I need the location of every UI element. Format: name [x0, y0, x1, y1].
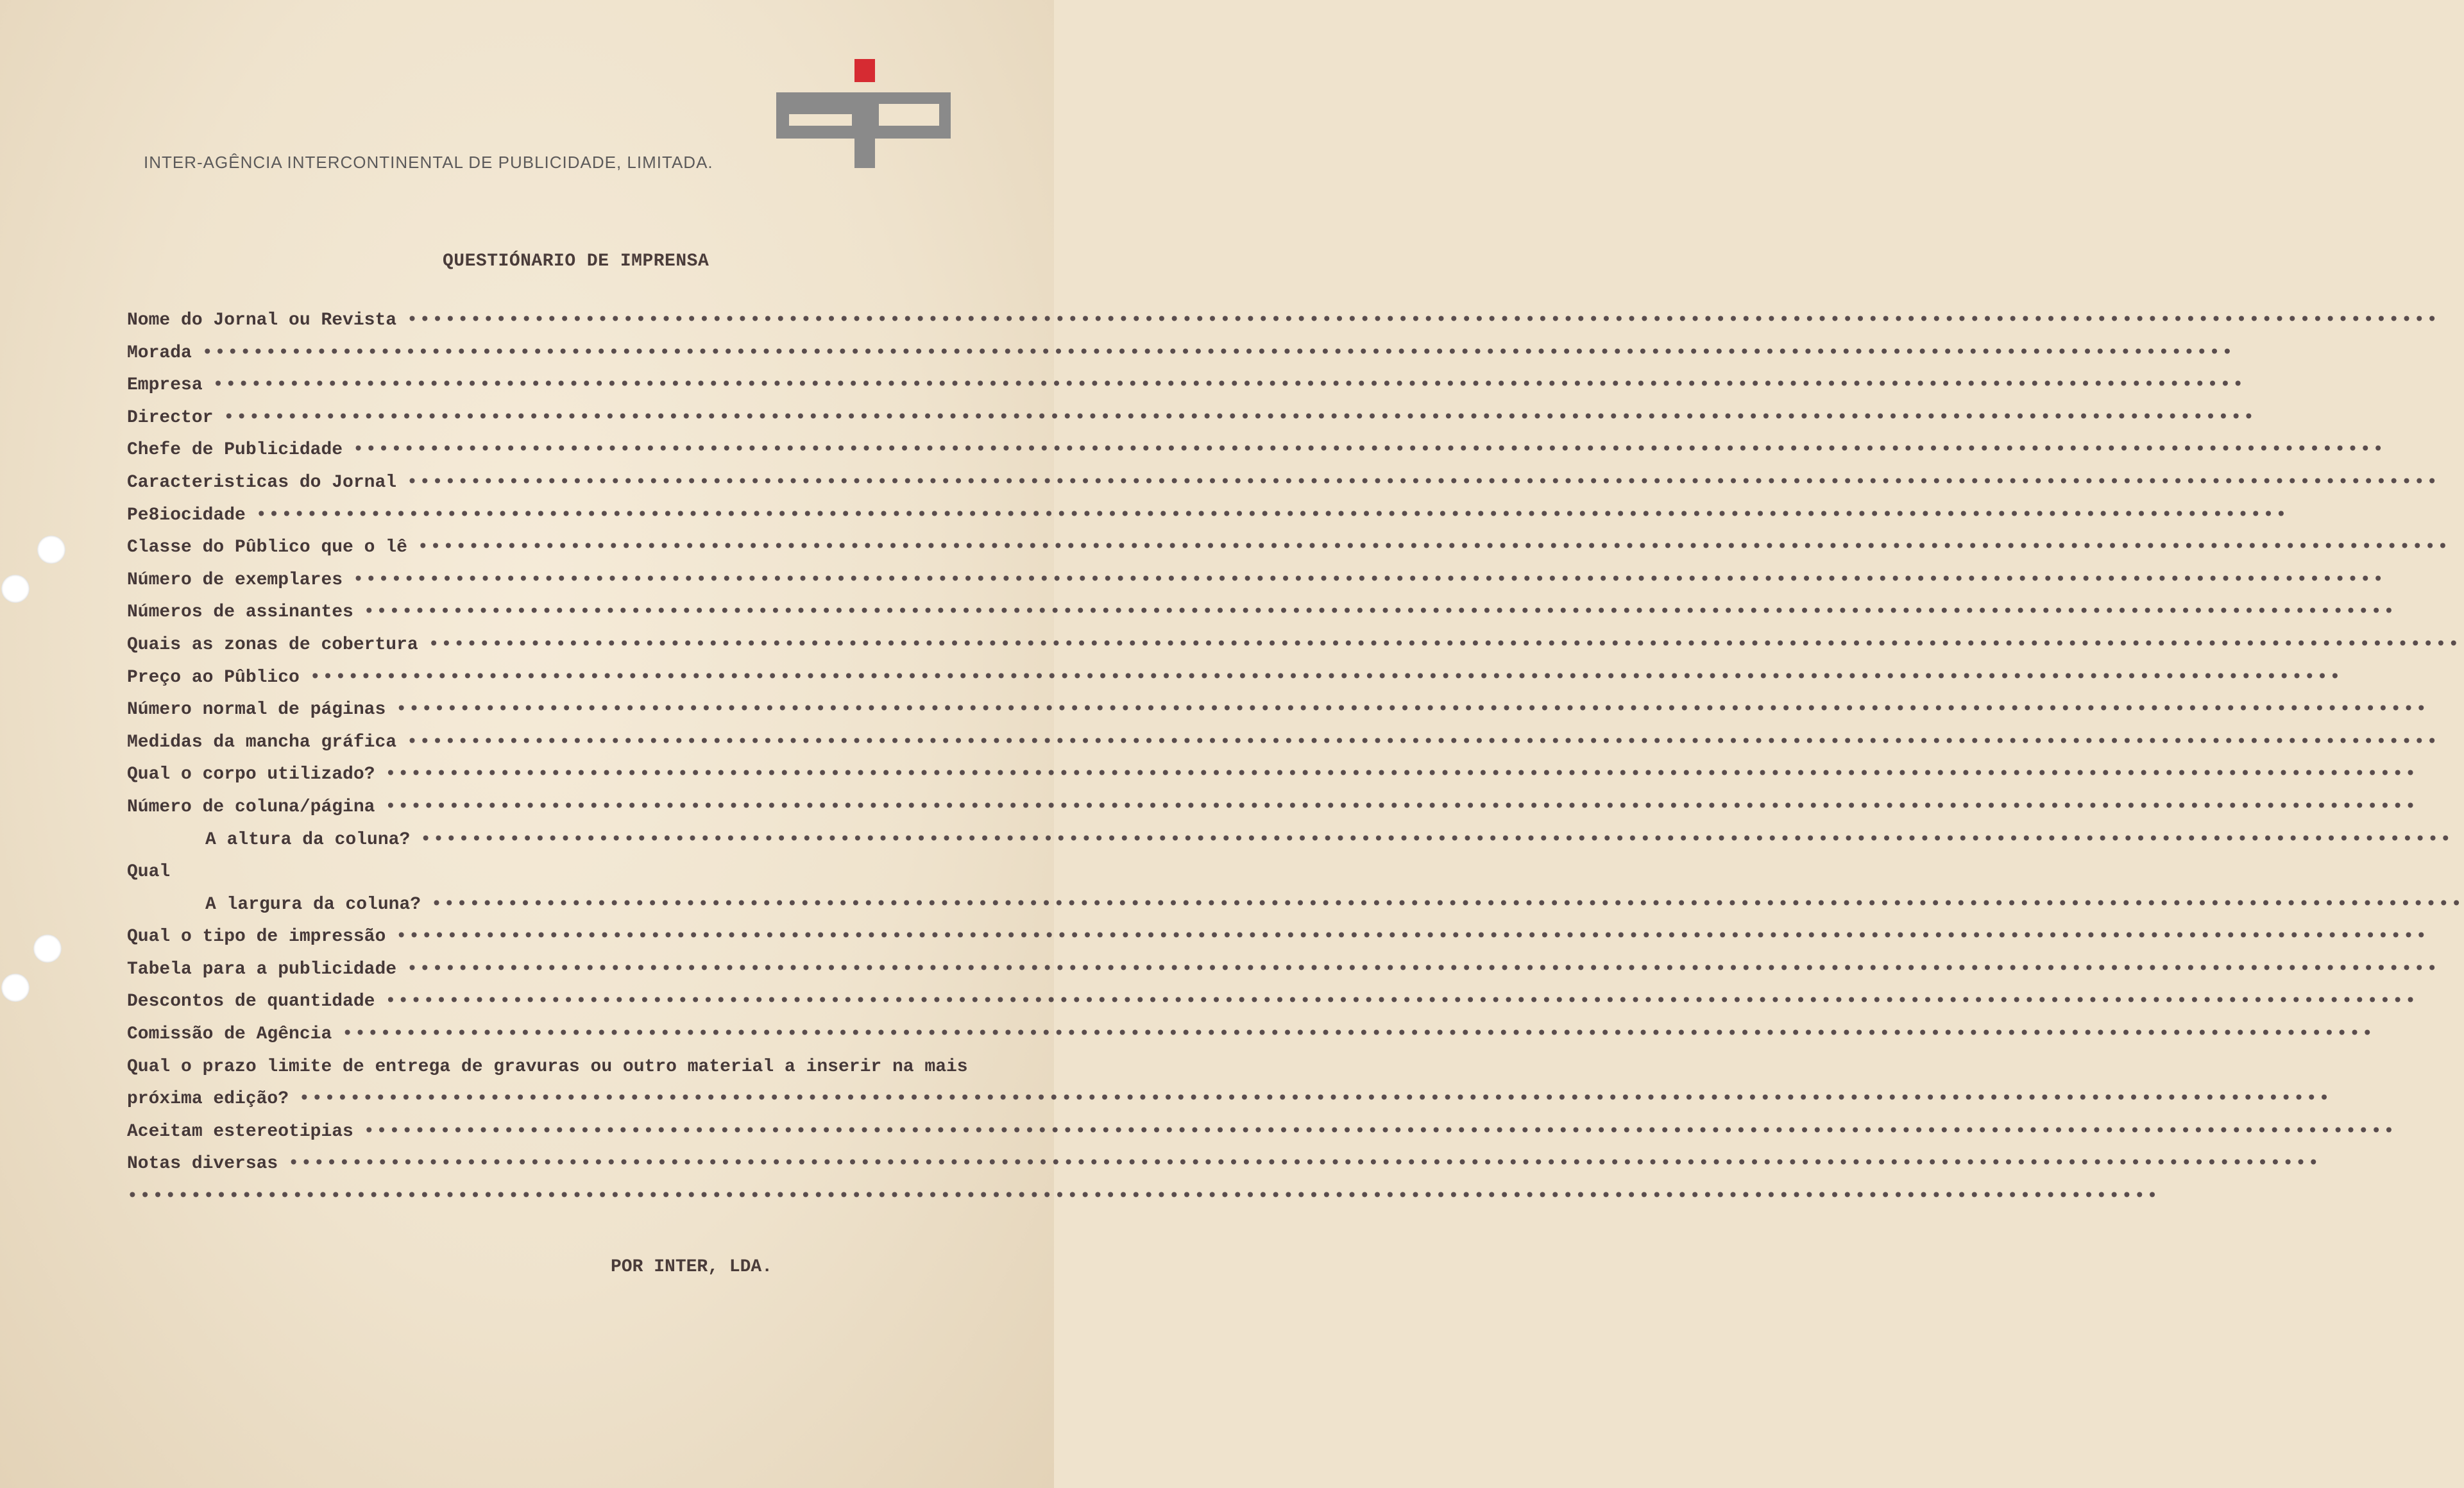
fill-in-dotted-line[interactable]: ••••••••••••••••••••••••••••••••••••••••••••••••••••••••••••••••••••••••••••••••••••••••••••••••••••••••••••••••••••••••••••••••••••••••••••••••••••••••••••••••	[127, 1187, 2160, 1207]
field-label: Preço ao Pûblico	[127, 667, 300, 688]
fill-in-dotted-line[interactable]: ••••••••••••••••••••••••••••••••••••••••••••••••••••••••••••••••••••••••••••••••••••••••••••••••••••••••••••••••••••••••••••••••••••••••••••••••••••••••••••••••	[288, 1154, 2321, 1174]
field-label: Números de assinantes	[127, 602, 353, 623]
form-field-row	[127, 537, 2451, 570]
fill-in-dotted-line[interactable]: ••••••••••••••••••••••••••••••••••••••••••••••••••••••••••••••••••••••••••••••••••••••••••••••••••••••••••••••••••••••••••••••••••••••••••••••••••••••••••••••••	[407, 732, 2440, 752]
questionnaire-fields	[127, 310, 2464, 1219]
form-field-row	[127, 992, 2418, 1024]
aip-logo-mark	[776, 59, 951, 168]
fill-in-dotted-line[interactable]: ••••••••••••••••••••••••••••••••••••••••••••••••••••••••••••••••••••••••••••••••••••••••••••••••••••••••••••••••••••••••••••••••••••••••••••••••••••••••••••••••	[363, 1121, 2397, 1142]
field-label: Comissão de Agência	[127, 1024, 332, 1045]
form-field-row	[127, 829, 2453, 863]
form-field-row	[127, 342, 2235, 376]
fill-in-dotted-line[interactable]: ••••••••••••••••••••••••••••••••••••••••••••••••••••••••••••••••••••••••••••••••••••••••••••••••••••••••••••••••••••••••••••••••••••••••••••••••••••••••••••••••	[212, 375, 2246, 396]
form-field-row	[127, 440, 2386, 473]
form-field-row	[127, 1121, 2397, 1154]
fill-in-dotted-line[interactable]: ••••••••••••••••••••••••••••••••••••••••••••••••••••••••••••••••••••••••••••••••••••••••••••••••••••••••••••••••••••••••••••••••••••••••••••••••••••••••••••••••	[385, 797, 2418, 817]
field-label: Classe do Pûblico que o lê	[127, 537, 407, 558]
fill-in-dotted-line[interactable]: ••••••••••••••••••••••••••••••••••••••••••••••••••••••••••••••••••••••••••••••••••••••••••••••••••••••••••••••••••••••••••••••••••••••••••••••••••••••••••••••••	[396, 700, 2429, 720]
company-logo	[776, 59, 951, 168]
form-field-row	[127, 505, 2289, 538]
fill-in-dotted-line[interactable]: ••••••••••••••••••••••••••••••••••••••••••••••••••••••••••••••••••••••••••••••••••••••••••••••••••••••••••••••••••••••••••••••••••••••••••••••••••••••••••••••••	[363, 602, 2397, 623]
form-field-row	[127, 862, 994, 895]
fill-in-dotted-line[interactable]: ••••••••••••••••••••••••••••••••••••••••••••••••••••••••••••••••••••••••••••••••••••••••••••••••••••••••••••••••••••••••••••••••••••••••••••••••••••••••••••••••	[417, 537, 2451, 558]
field-label: Pe8iocidade	[127, 505, 246, 525]
field-label: Nome do Jornal ou Revista	[127, 310, 397, 330]
form-field-row	[127, 959, 2440, 992]
field-label: Qual o tipo de impressão	[127, 927, 386, 947]
fill-in-dotted-line[interactable]: ••••••••••••••••••••••••••••••••••••••••••••••••••••••••••••••••••••••••••••••••••••••••••••••••••••••••••••••••••••••••••••••••••••••••••••••••••••••••••••••••	[223, 407, 2256, 428]
field-label: Medidas da mancha gráfica	[127, 732, 397, 752]
punch-hole-3	[33, 934, 62, 963]
fill-in-dotted-line[interactable]: ••••••••••••••••••••••••••••••••••••••••••••••••••••••••••••••••••••••••••••••••••••••••••••••••••••••••••••••••••••••••••••••••••••••••••••••••••••••••••••••••	[255, 505, 2289, 525]
fill-in-dotted-line[interactable]: ••••••••••••••••••••••••••••••••••••••••••••••••••••••••••••••••••••••••••••••••••••••••••••••••••••••••••••••••••••••••••••••••••••••••••••••••••••••••••••••••	[201, 342, 2235, 363]
document-title: QUESTIÓNARIO DE IMPRENSA	[443, 251, 709, 271]
punch-hole-4	[1, 974, 30, 1002]
form-field-row	[127, 894, 2464, 927]
field-label: Qual o prazo limite de entrega de gravuras ou outro material a inserir na mais	[127, 1056, 968, 1077]
field-label: Tabela para a publicidade	[127, 959, 397, 979]
field-label: Director	[127, 407, 214, 428]
fill-in-dotted-line[interactable]: ••••••••••••••••••••••••••••••••••••••••••••••••••••••••••••••••••••••••••••••••••••••••••••••••••••••••••••••••••••••••••••••••••••••••••••••••••••••••••••••••	[396, 927, 2429, 947]
field-label: Notas diversas	[127, 1154, 278, 1174]
form-field-row	[127, 700, 2429, 732]
field-label: Descontos de quantidade	[127, 992, 375, 1012]
fill-in-dotted-line[interactable]: ••••••••••••••••••••••••••••••••••••••••••••••••••••••••••••••••••••••••••••••••••••••••••••••••••••••••••••••••••••••••••••••••••••••••••••••••••••••••••••••••	[309, 667, 2343, 688]
form-field-row	[127, 765, 2418, 797]
fill-in-dotted-line[interactable]: ••••••••••••••••••••••••••••••••••••••••••••••••••••••••••••••••••••••••••••••••••••••••••••••••••••••••••••••••••••••••••••••••••••••••••••••••••••••••••••••••	[431, 894, 2464, 915]
field-label: próxima edição?	[127, 1089, 289, 1110]
field-label: Empresa	[127, 375, 203, 396]
field-label: Morada	[127, 342, 192, 363]
fill-in-dotted-line[interactable]: ••••••••••••••••••••••••••••••••••••••••••••••••••••••••••••••••••••••••••••••••••••••••••••••••••••••••••••••••••••••••••••••••••••••••••••••••••••••••••••••••	[342, 1024, 2375, 1045]
field-label: Número de exemplares	[127, 570, 343, 590]
form-field-row	[127, 927, 2429, 960]
form-field-row	[127, 407, 2256, 441]
punch-hole-1	[37, 536, 65, 564]
field-label: Número normal de páginas	[127, 700, 386, 720]
field-label: Número de coluna/página	[127, 797, 375, 817]
fill-in-dotted-line[interactable]: ••••••••••••••••••••••••••••••••••••••••••••••••••••••••••••••••••••••••••••••••••••••••••••••••••••••••••••••••••••••••••••••••••••••••••••••••••••••••••••••••	[385, 992, 2418, 1012]
form-field-row	[127, 797, 2418, 830]
fill-in-dotted-line[interactable]: ••••••••••••••••••••••••••••••••••••••••••••••••••••••••••••••••••••••••••••••••••••••••••••••••••••••••••••••••••••••••••••••••••••••••••••••••••••••••••••••••	[428, 634, 2461, 655]
fill-in-dotted-line[interactable]: ••••••••••••••••••••••••••••••••••••••••••••••••••••••••••••••••••••••••••••••••••••••••••••••••••••••••••••••••••••••••••••••••••••••••••••••••••••••••••••••••	[353, 570, 2386, 590]
form-field-row	[127, 310, 2440, 343]
form-field-row	[127, 1187, 2160, 1219]
fill-in-dotted-line[interactable]: ••••••••••••••••••••••••••••••••••••••••••••••••••••••••••••••••••••••••••••••••••••••••••••••••••••••••••••••••••••••••••••••••••••••••••••••••••••••••••••••••	[299, 1089, 2332, 1110]
field-label: Chefe de Publicidade	[127, 440, 343, 461]
form-field-row	[127, 1057, 994, 1090]
form-field-row	[127, 732, 2440, 765]
field-label: Quais as zonas de cobertura	[127, 634, 418, 655]
form-field-row	[127, 1154, 2321, 1187]
field-label: Caracteristicas do Jornal	[127, 472, 397, 493]
form-field-row	[127, 570, 2386, 603]
fill-in-dotted-line[interactable]: ••••••••••••••••••••••••••••••••••••••••••••••••••••••••••••••••••••••••••••••••••••••••••••••••••••••••••••••••••••••••••••••••••••••••••••••••••••••••••••••••	[353, 440, 2386, 461]
field-label: A altura da coluna?	[205, 829, 411, 850]
form-field-row	[127, 667, 2343, 700]
field-label: Qual o corpo utilizado?	[127, 765, 375, 785]
form-field-row	[127, 634, 2461, 668]
form-field-row	[127, 472, 2440, 505]
fill-in-dotted-line[interactable]: ••••••••••••••••••••••••••••••••••••••••••••••••••••••••••••••••••••••••••••••••••••••••••••••••••••••••••••••••••••••••••••••••••••••••••••••••••••••••••••••••	[407, 959, 2440, 979]
form-field-row	[127, 375, 2246, 408]
signature-line: POR INTER, LDA.	[611, 1257, 773, 1277]
field-label: Aceitam estereotipias	[127, 1121, 353, 1142]
punch-hole-2	[1, 575, 30, 603]
form-field-row	[127, 1089, 2332, 1122]
letterhead-company-name: INTER-AGÊNCIA INTERCONTINENTAL DE PUBLICIDADE, LIMITADA.	[144, 153, 713, 172]
field-label: A largura da coluna?	[205, 894, 421, 915]
form-field-row	[127, 1024, 2375, 1057]
fill-in-dotted-line[interactable]: ••••••••••••••••••••••••••••••••••••••••••••••••••••••••••••••••••••••••••••••••••••••••••••••••••••••••••••••••••••••••••••••••••••••••••••••••••••••••••••••••	[420, 829, 2453, 850]
field-label: Qual	[127, 862, 171, 883]
form-field-row	[127, 602, 2397, 635]
fill-in-dotted-line[interactable]: ••••••••••••••••••••••••••••••••••••••••••••••••••••••••••••••••••••••••••••••••••••••••••••••••••••••••••••••••••••••••••••••••••••••••••••••••••••••••••••••••	[407, 472, 2440, 493]
fill-in-dotted-line[interactable]: ••••••••••••••••••••••••••••••••••••••••••••••••••••••••••••••••••••••••••••••••••••••••••••••••••••••••••••••••••••••••••••••••••••••••••••••••••••••••••••••••	[407, 310, 2440, 330]
fill-in-dotted-line[interactable]: ••••••••••••••••••••••••••••••••••••••••••••••••••••••••••••••••••••••••••••••••••••••••••••••••••••••••••••••••••••••••••••••••••••••••••••••••••••••••••••••••	[385, 765, 2418, 785]
